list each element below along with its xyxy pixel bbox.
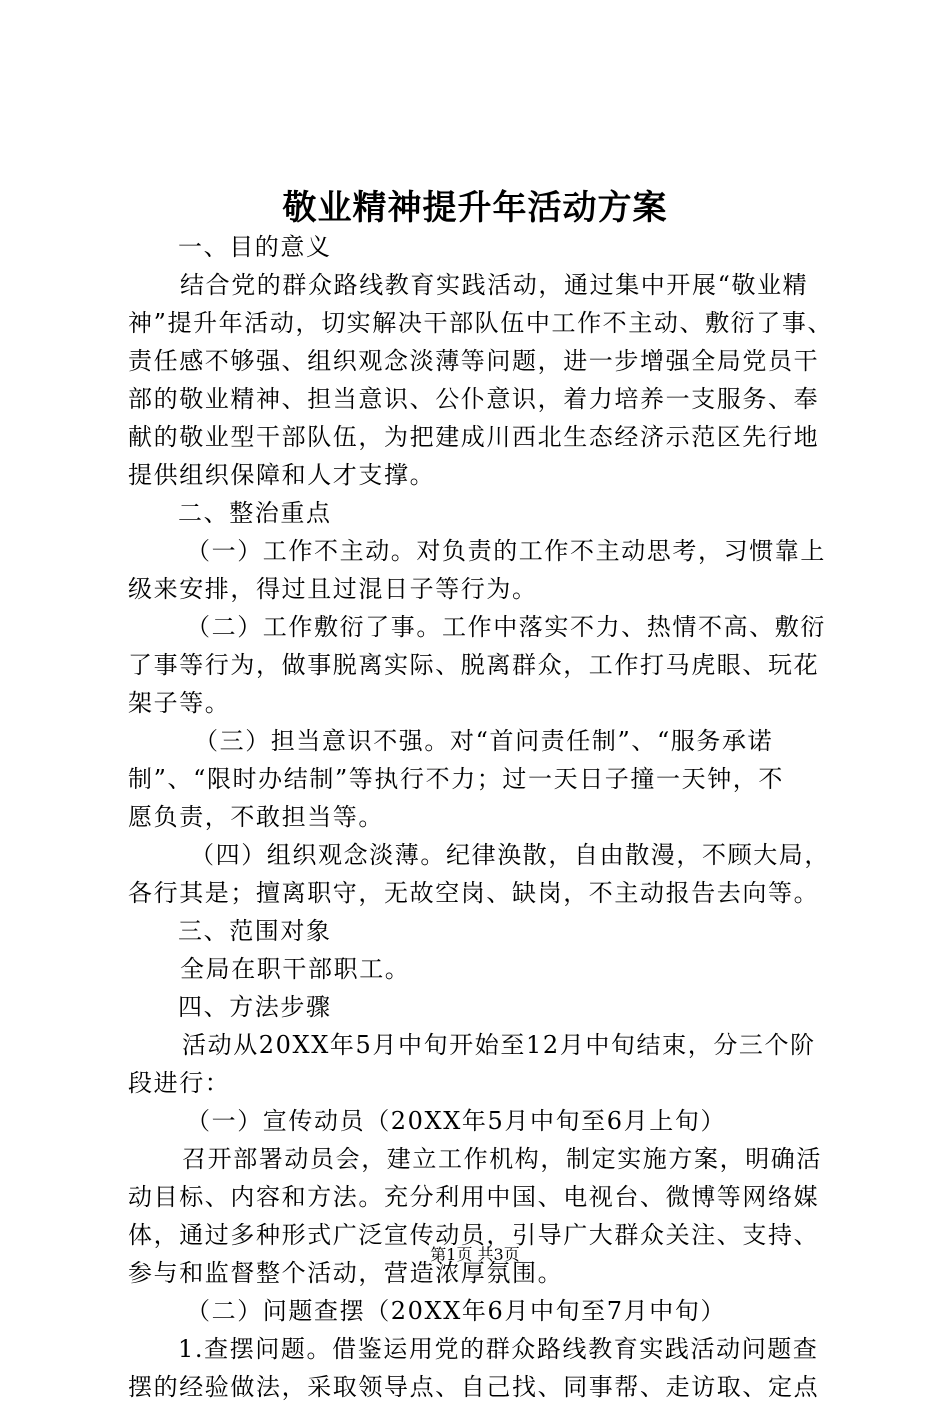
text-line: （一）宣传动员（20XX年5月中旬至6月上旬） (186, 1107, 727, 1135)
text-line: 神”提升年活动，切实解决干部队伍中工作不主动、敷衍了事、 (128, 309, 834, 337)
text-line: 愿负责，不敢担当等。 (128, 803, 384, 831)
text-line: 了事等行为，做事脱离实际、脱离群众，工作打马虎眼、玩花 (128, 651, 820, 679)
document-body (128, 228, 838, 1406)
text-line: （二）工作敷衍了事。工作中落实不力、热情不高、敷衍 (186, 613, 826, 641)
text-line: 四、方法步骤 (178, 993, 332, 1021)
document-title: 敬业精神提升年活动方案 (282, 188, 668, 228)
text-line: 活动从20XX年5月中旬开始至12月中旬结束，分三个阶 (182, 1031, 816, 1059)
text-line: 各行其是；擅离职守，无故空岗、缺岗，不主动报告去向等。 (128, 879, 820, 907)
text-line: 体，通过多种形式广泛宣传动员，引导广大群众关注、支持、 (128, 1221, 820, 1249)
text-line: 一、目的意义 (178, 233, 332, 261)
text-line: 提供组织保障和人才支撑。 (128, 461, 436, 489)
text-line: 献的敬业型干部队伍，为把建成川西北生态经济示范区先行地 (128, 423, 820, 451)
text-line: （二）问题查摆（20XX年6月中旬至7月中旬） (186, 1297, 727, 1325)
text-line: （三）担当意识不强。对“首问责任制”、“服务承诺 (194, 727, 774, 755)
text-line: 责任感不够强、组织观念淡薄等问题，进一步增强全局党员干 (128, 347, 820, 375)
text-line: 1.查摆问题。借鉴运用党的群众路线教育实践活动问题查 (178, 1335, 819, 1363)
text-line: 结合党的群众路线教育实践活动，通过集中开展“敬业精 (180, 271, 809, 299)
text-line: 摆的经验做法，采取领导点、自己找、同事帮、走访取、定点 (128, 1373, 820, 1401)
text-line: 全局在职干部职工。 (180, 955, 411, 983)
text-line: 召开部署动员会，建立工作机构，制定实施方案，明确活 (182, 1145, 822, 1173)
text-line: 架子等。 (128, 689, 231, 717)
text-line: 制”、“限时办结制”等执行不力；过一天日子撞一天钟，不 (128, 765, 785, 793)
page-footer: 第1页 共3页 (430, 1245, 520, 1264)
text-line: （一）工作不主动。对负责的工作不主动思考，习惯靠上 (186, 537, 826, 565)
text-line: 二、整治重点 (178, 499, 332, 527)
text-line: 三、范围对象 (178, 917, 332, 945)
text-line: 段进行： (128, 1069, 231, 1097)
text-line: （四）组织观念淡薄。纪律涣散，自由散漫，不顾大局， (190, 841, 830, 869)
text-line: 部的敬业精神、担当意识、公仆意识，着力培养一支服务、奉 (128, 385, 820, 413)
text-line: 参与和监督整个活动，营造浓厚氛围。 (128, 1259, 564, 1287)
text-line: 动目标、内容和方法。充分利用中国、电视台、微博等网络媒 (128, 1183, 820, 1211)
text-line: 级来安排，得过且过混日子等行为。 (128, 575, 538, 603)
